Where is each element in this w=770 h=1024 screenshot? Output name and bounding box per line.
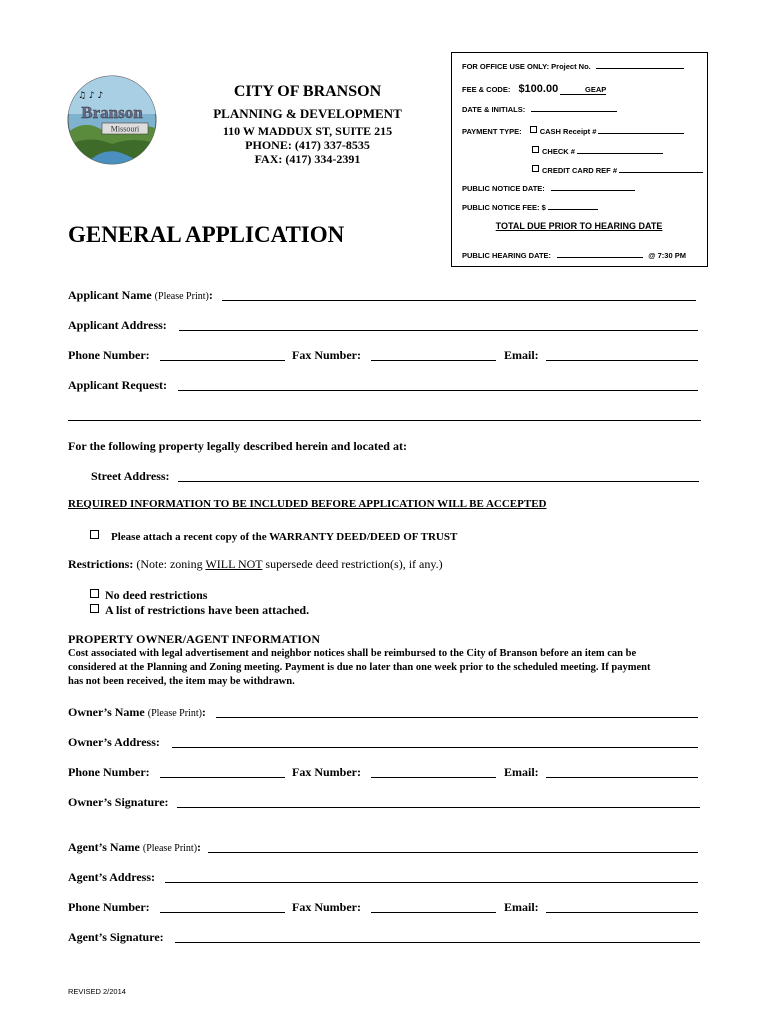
agent-name-label: Agent’s Name: [68, 840, 140, 854]
restrictions-note-emph: WILL NOT: [205, 557, 263, 571]
page-title: GENERAL APPLICATION: [68, 222, 345, 247]
owner-agent-heading: PROPERTY OWNER/AGENT INFORMATION: [68, 632, 321, 646]
owner-phone-field[interactable]: [160, 777, 285, 778]
cash-receipt-label: CASH Receipt #: [539, 127, 597, 136]
warranty-checkbox[interactable]: [90, 531, 111, 543]
department-address: 110 W MADDUX ST, SUITE 215: [222, 124, 393, 138]
no-deed-label: No deed restrictions: [105, 588, 208, 602]
agent-address-label: Agent’s Address:: [68, 870, 156, 884]
applicant-request-label: Applicant Request:: [68, 378, 168, 392]
city-logo: [66, 74, 158, 166]
owner-address-field[interactable]: [172, 747, 698, 748]
restrictions-label: Restrictions:: [68, 557, 134, 571]
owner-signature-label: Owner’s Signature:: [68, 795, 169, 809]
credit-card-label: CREDIT CARD REF #: [542, 166, 618, 175]
revised-date: REVISED 2/2014: [68, 987, 126, 996]
fee-code-field: [560, 85, 606, 95]
svg-text:♫ ♪ ♪: ♫ ♪ ♪: [78, 91, 104, 101]
list-attached-checkbox[interactable]: [90, 603, 105, 617]
owner-name-colon: :: [201, 705, 206, 719]
agent-phone-field[interactable]: [160, 912, 285, 913]
owner-name-note: (Please Print): [147, 708, 202, 719]
department-fax: FAX: (417) 334-2391: [254, 152, 361, 166]
owner-fax-label: Fax Number:: [292, 765, 361, 779]
agent-address-field[interactable]: [165, 882, 698, 883]
public-hearing-date-row: [462, 251, 686, 260]
applicant-email-field[interactable]: [546, 360, 698, 361]
logo-subtitle: Missouri: [110, 124, 140, 134]
agent-name-field[interactable]: [208, 852, 698, 853]
applicant-fax-label: Fax Number:: [292, 348, 361, 362]
applicant-request-field[interactable]: [178, 390, 698, 391]
date-initials-label: DATE & INITIALS:: [462, 105, 526, 114]
no-deed-checkbox[interactable]: [90, 588, 105, 602]
street-address-label: Street Address:: [91, 469, 170, 483]
agent-fax-field[interactable]: [371, 912, 496, 913]
owner-email-field[interactable]: [546, 777, 698, 778]
public-hearing-date-field[interactable]: [557, 257, 643, 258]
agent-name-colon: :: [197, 840, 202, 854]
applicant-email-label: Email:: [504, 348, 539, 362]
applicant-request-field-2[interactable]: [68, 420, 701, 421]
date-initials-row: [462, 105, 617, 114]
check-field[interactable]: [577, 153, 663, 154]
public-notice-date-field[interactable]: [551, 190, 635, 191]
check-label: CHECK #: [542, 147, 575, 156]
public-hearing-date-label: PUBLIC HEARING DATE:: [462, 251, 552, 260]
owner-name-row: [68, 705, 206, 720]
city-name: CITY OF BRANSON: [233, 83, 382, 100]
credit-card-field[interactable]: [619, 172, 703, 173]
agent-email-field[interactable]: [546, 912, 698, 913]
owner-phone-label: Phone Number:: [68, 765, 150, 779]
cash-checkbox[interactable]: [530, 127, 540, 136]
no-deed-item: [90, 588, 207, 603]
warranty-label: Please attach a recent copy of the WARRANTY DEED/DEED OF TRUST: [111, 531, 458, 543]
restrictions-note-pre: (Note: zoning: [136, 557, 206, 571]
owner-name-label: Owner’s Name: [68, 705, 145, 719]
owner-agent-para-2: considered at the Planning and Zoning meeting. Payment is due no later than one week prior to the scheduled meeting. If payment: [68, 662, 651, 673]
payment-type-row: [462, 126, 684, 136]
project-no-label: FOR OFFICE USE ONLY: Project No.: [462, 62, 591, 71]
checkbox-icon: [90, 530, 99, 539]
fee-code-label: FEE & CODE:: [462, 85, 511, 94]
cash-receipt-field[interactable]: [598, 133, 684, 134]
owner-email-label: Email:: [504, 765, 539, 779]
restrictions-note-post: supersede deed restriction(s), if any.): [262, 557, 443, 571]
fee-amount: $100.00: [518, 83, 559, 95]
logo-wordmark: Branson: [81, 103, 143, 122]
applicant-name-label: Applicant Name: [68, 288, 152, 302]
public-notice-date-row: [462, 184, 635, 193]
applicant-name-row: [68, 288, 213, 303]
date-initials-field[interactable]: [531, 111, 617, 112]
logo-graphic: [66, 74, 158, 166]
agent-name-note: (Please Print): [142, 843, 198, 854]
list-attached-label: A list of restrictions have been attached.: [105, 603, 310, 617]
agent-signature-label: Agent’s Signature:: [68, 930, 164, 944]
street-address-field[interactable]: [178, 481, 699, 482]
applicant-address-field[interactable]: [179, 330, 698, 331]
agent-email-label: Email:: [504, 900, 539, 914]
agent-phone-label: Phone Number:: [68, 900, 150, 914]
fee-code-value: GEAP: [585, 85, 607, 94]
credit-card-row: [532, 165, 703, 175]
applicant-phone-label: Phone Number:: [68, 348, 150, 362]
owner-agent-para-1: Cost associated with legal advertisement and neighbor notices shall be reimbursed to the City of Branson before an item can be: [68, 648, 637, 659]
applicant-fax-field[interactable]: [371, 360, 496, 361]
fee-code-row: [462, 83, 606, 95]
applicant-name-field[interactable]: [222, 300, 696, 301]
total-due-label: TOTAL DUE PRIOR TO HEARING DATE: [495, 221, 663, 231]
public-notice-fee-label: PUBLIC NOTICE FEE: $: [462, 203, 546, 212]
checkbox-icon: [532, 146, 539, 153]
public-notice-fee-field[interactable]: [548, 209, 598, 210]
owner-address-label: Owner’s Address:: [68, 735, 160, 749]
checkbox-icon: [90, 589, 99, 598]
applicant-phone-field[interactable]: [160, 360, 285, 361]
property-intro: For the following property legally described herein and located at:: [68, 439, 407, 453]
agent-name-row: [68, 840, 201, 855]
restrictions-row: [68, 557, 443, 572]
check-row: [532, 146, 663, 156]
project-no-field[interactable]: [596, 68, 684, 69]
checkbox-icon: [530, 126, 537, 133]
agent-signature-field[interactable]: [175, 942, 700, 943]
payment-type-label: PAYMENT TYPE:: [462, 127, 522, 136]
applicant-name-note: (Please Print): [154, 291, 209, 302]
department-phone: PHONE: (417) 337-8535: [245, 138, 370, 152]
applicant-address-label: Applicant Address:: [68, 318, 167, 332]
public-notice-fee-row: [462, 203, 598, 212]
hearing-time: @ 7:30 PM: [648, 251, 686, 260]
owner-name-field[interactable]: [216, 717, 698, 718]
list-attached-item: [90, 603, 309, 618]
agent-fax-label: Fax Number:: [292, 900, 361, 914]
owner-agent-para-3: has not been received, the item may be withdrawn.: [68, 676, 295, 687]
department-name: PLANNING & DEVELOPMENT: [213, 106, 402, 121]
warranty-item: [90, 530, 457, 543]
checkbox-icon: [532, 165, 539, 172]
credit-card-checkbox[interactable]: [532, 166, 542, 175]
office-use-box: [451, 52, 708, 267]
check-checkbox[interactable]: [532, 147, 542, 156]
owner-fax-field[interactable]: [371, 777, 496, 778]
applicant-name-colon: :: [208, 288, 213, 302]
public-notice-date-label: PUBLIC NOTICE DATE:: [462, 184, 545, 193]
checkbox-icon: [90, 604, 99, 613]
owner-signature-field[interactable]: [177, 807, 700, 808]
project-no-row: [462, 62, 684, 71]
required-info-heading: REQUIRED INFORMATION TO BE INCLUDED BEFORE APPLICATION WILL BE ACCEPTED: [68, 498, 547, 510]
